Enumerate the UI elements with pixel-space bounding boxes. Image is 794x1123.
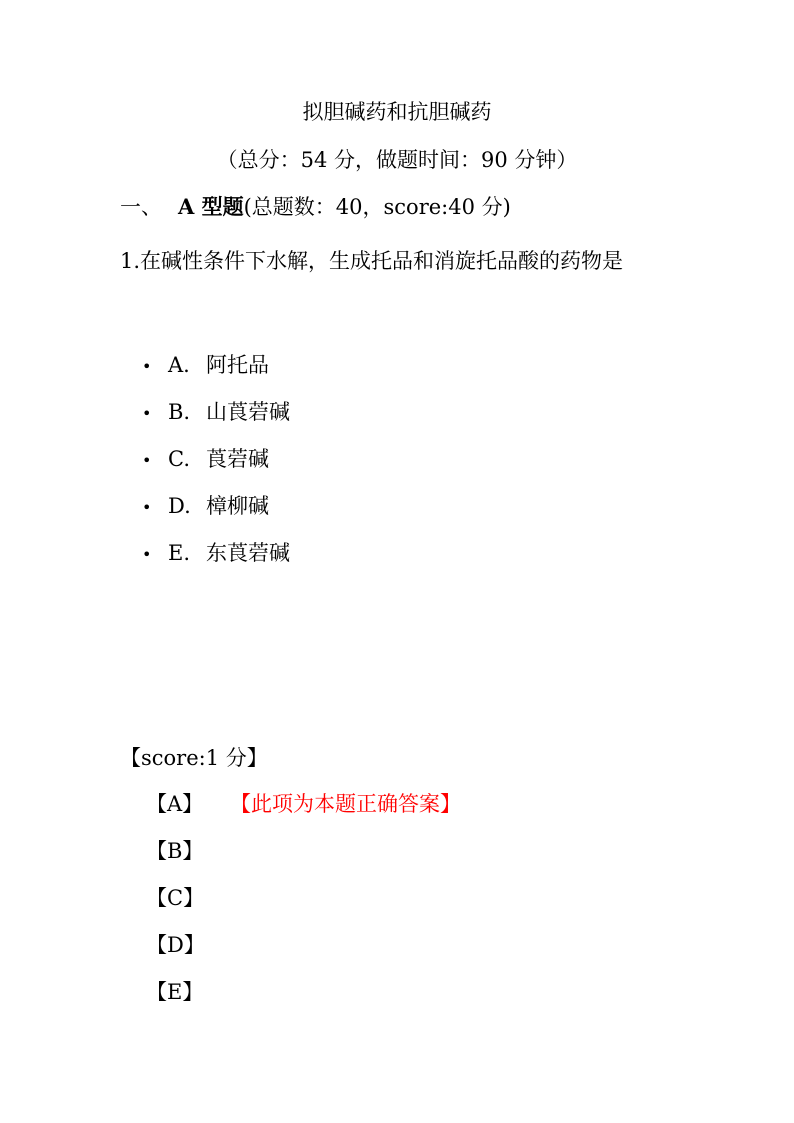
answer-item-a — [146, 786, 461, 833]
question-score: 【score:1 分】 — [120, 746, 268, 770]
option-letter: D. — [168, 494, 191, 518]
answer-label: 【A】 — [146, 792, 204, 816]
section-header — [120, 191, 511, 223]
answer-list — [146, 786, 461, 1021]
question-text: 1.在碱性条件下水解，生成托品和消旋托品酸的药物是 — [120, 249, 624, 273]
answer-label: 【E】 — [146, 980, 204, 1004]
option-item-c — [142, 437, 290, 484]
option-text: 山莨菪碱 — [206, 400, 290, 424]
bullet-icon: • — [142, 451, 152, 470]
option-letter: B. — [168, 400, 191, 424]
answer-item-c — [146, 880, 461, 927]
option-item-d — [142, 484, 290, 531]
answer-label: 【D】 — [146, 933, 205, 957]
correct-answer-note: 【此项为本题正确答案】 — [230, 792, 461, 816]
answer-item-d — [146, 927, 461, 974]
option-text: 东莨菪碱 — [206, 541, 290, 565]
bullet-icon: • — [142, 404, 152, 423]
option-list — [142, 343, 290, 578]
document-subtitle: （总分：54 分，做题时间：90 分钟） — [216, 148, 578, 172]
answer-item-e — [146, 974, 461, 1021]
section-info: (总题数：40，score:40 分) — [243, 195, 511, 219]
option-letter: E. — [168, 541, 191, 565]
option-text: 阿托品 — [206, 353, 269, 377]
option-text: 樟柳碱 — [206, 494, 269, 518]
option-item-a — [142, 343, 290, 390]
option-letter: A. — [168, 353, 190, 377]
section-number: 一、 — [120, 195, 162, 219]
answer-label: 【C】 — [146, 886, 205, 910]
option-letter: C. — [168, 447, 190, 471]
answer-item-b — [146, 833, 461, 880]
section-type: A 型题 — [178, 194, 244, 219]
option-item-e — [142, 531, 290, 578]
bullet-icon: • — [142, 498, 152, 517]
document-title: 拟胆碱药和抗胆碱药 — [302, 100, 492, 124]
bullet-icon: • — [142, 357, 152, 376]
option-item-b — [142, 390, 290, 437]
bullet-icon: • — [142, 545, 152, 564]
answer-label: 【B】 — [146, 839, 204, 863]
option-text: 莨菪碱 — [206, 447, 269, 471]
